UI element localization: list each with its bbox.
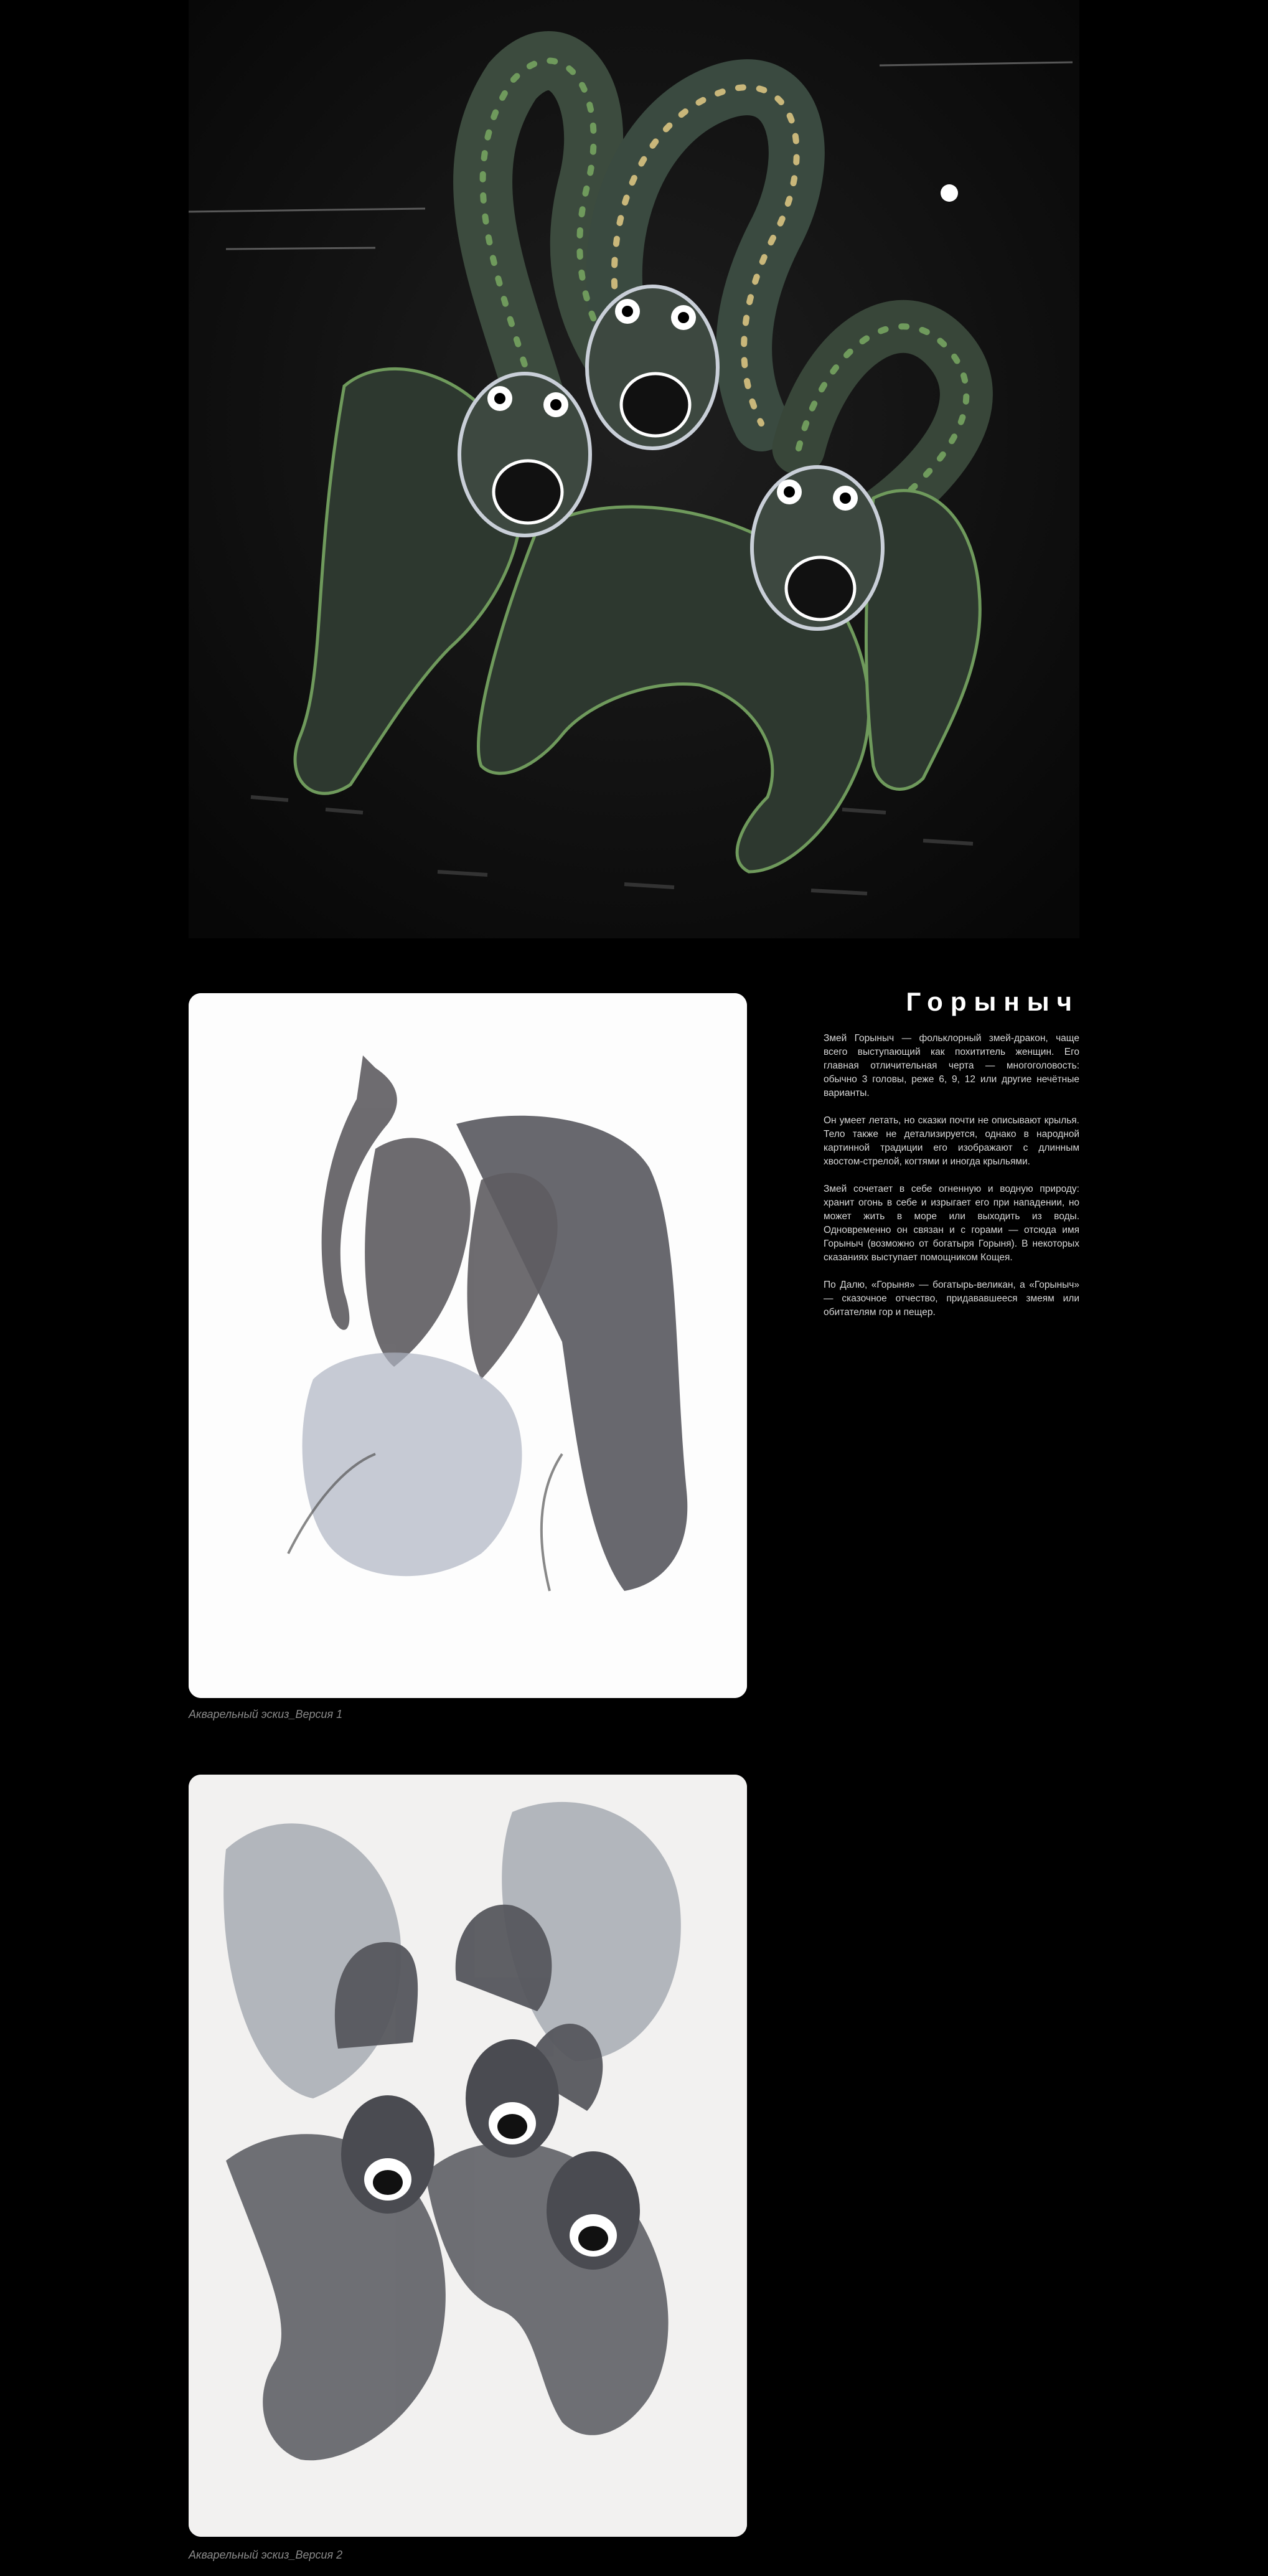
article-body bbox=[824, 1032, 1079, 1333]
article-paragraph: Он умеет летать, но сказки почти не описывают крылья. Тело также не детализируется, однако в народной картинной традиции его изображают с длинным хвостом-стрелой, когтями и иногда крыльями. bbox=[824, 1115, 1079, 1167]
article-paragraph: Змей Горыныч — фольклорный змей-дракон, чаще всего выступающий как похититель женщин. Его главная отличительная черта — многоголовость: обычно 3 головы, реже 6, 9, 12 или другие нечётные варианты. bbox=[824, 1033, 1079, 1098]
sketch-version-2-artwork bbox=[189, 1775, 747, 2537]
watercolor-sketch-2-illustration bbox=[189, 1775, 747, 2537]
article-paragraph: По Далю, «Горыня» — богатырь-великан, а «Горыныч» — сказочное отчество, придававшееся змеям или обитателям гор и пещер. bbox=[824, 1280, 1079, 1318]
sketch-version-1-caption: Акварельный эскиз_Версия 1 bbox=[189, 1708, 343, 1720]
watercolor-sketch-1-illustration bbox=[189, 993, 747, 1698]
hero-artwork bbox=[189, 0, 1079, 938]
sketch-version-2-caption: Акварельный эскиз_Версия 2 bbox=[189, 2549, 343, 2561]
sketch-version-1-artwork bbox=[189, 993, 747, 1698]
article-title: Горыныч bbox=[906, 987, 1079, 1016]
article-paragraph: Змей сочетает в себе огненную и водную природу: хранит огонь в себе и изрыгает его при нападении, но может жить в море или выходить из воды. Одновременно он связан и с горами — отсюда имя Горыныч (возможно от богатыря Горыня). В некоторых сказаниях выступает помощником Кощея. bbox=[824, 1184, 1079, 1263]
hero-dragon-illustration bbox=[189, 0, 1079, 938]
